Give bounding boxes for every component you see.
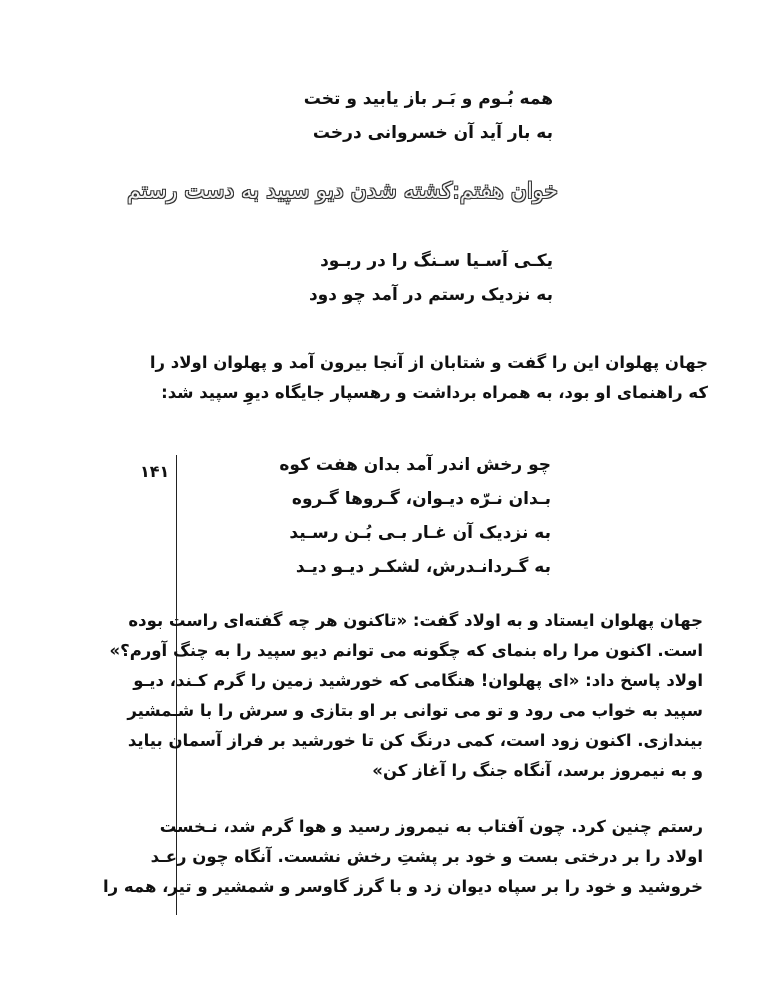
verse-line: به نزدیک رستم در آمد چو دود <box>308 285 553 305</box>
verse-line: بـدان نـرّه دیـوان، گـروها گـروه <box>291 489 551 509</box>
prose-paragraph-3 <box>102 812 703 902</box>
prose-line: رستم چنین کرد. چون آفتاب به نیمروز رسید و هوا گرم شد، نـخست <box>159 817 703 836</box>
page-number: ۱۴۱ <box>140 462 170 481</box>
prose-line: اولاد پاسخ داد: «ای پهلوان! هنگامی که خورشید زمین را گرم کـند، دیـو <box>133 671 703 690</box>
opening-verse <box>213 82 553 150</box>
verse-line: یکـی آسـیا سـنگ را در ربـود <box>320 251 553 271</box>
prose-line: جهان پهلوان ایستاد و به اولاد گفت: «تاکنون هر چه گفته‌ای راست بوده <box>128 611 703 630</box>
prose-line: اولاد را بر درختی بست و خود بر پشتِ رخش نشست. آنگاه چون رعـد <box>150 847 703 866</box>
prose-line: خروشید و خود را بر سپاه دیوان زد و با گرز گاوسر و شمشیر و تیر، همه را <box>102 877 703 896</box>
prose-line: که راهنمای او بود، به همراه برداشت و رهسپار جایگاه دیوِ سپید شد: <box>161 383 708 402</box>
verse-line: به نزدیک آن غـار بـی بُـن رسـید <box>289 523 551 543</box>
verse-line: همه بُـوم و بَـر باز یابید و تخت <box>303 89 553 109</box>
prose-line: سپید به خواب می رود و تو می توانی بر او بتازی و سرش را با شـمشیر <box>127 701 703 720</box>
verse-line: به گـردانـدرش، لشکـر دیـو دیـد <box>295 557 551 577</box>
prose-line: است. اکنون مرا راه بنمای که چگونه می توانم دیو سپید را به چنگ آورم؟» <box>109 641 703 660</box>
prose-line: جهان پهلوان این را گفت و شتابان از آنجا بیرون آمد و پهلوان اولاد را <box>149 353 708 372</box>
second-verse <box>213 244 553 312</box>
prose-paragraph-2 <box>109 606 703 786</box>
quatrain-verse <box>231 448 551 584</box>
chapter-heading: خوان هفتم:کشته شدن دیو سپید به دست رستم <box>127 179 558 204</box>
prose-line: بیندازی. اکنون زود است، کمی درنگ کن تا خورشید بر فراز آسمان بیاید <box>127 731 703 750</box>
verse-line: چو رخش اندر آمد بدان هفت کوه <box>279 455 551 475</box>
prose-line: و به نیمروز برسد، آنگاه جنگ را آغاز کن» <box>372 761 703 780</box>
prose-paragraph-1 <box>149 348 708 408</box>
verse-line: به بار آید آن خسروانی درخت <box>312 123 553 143</box>
